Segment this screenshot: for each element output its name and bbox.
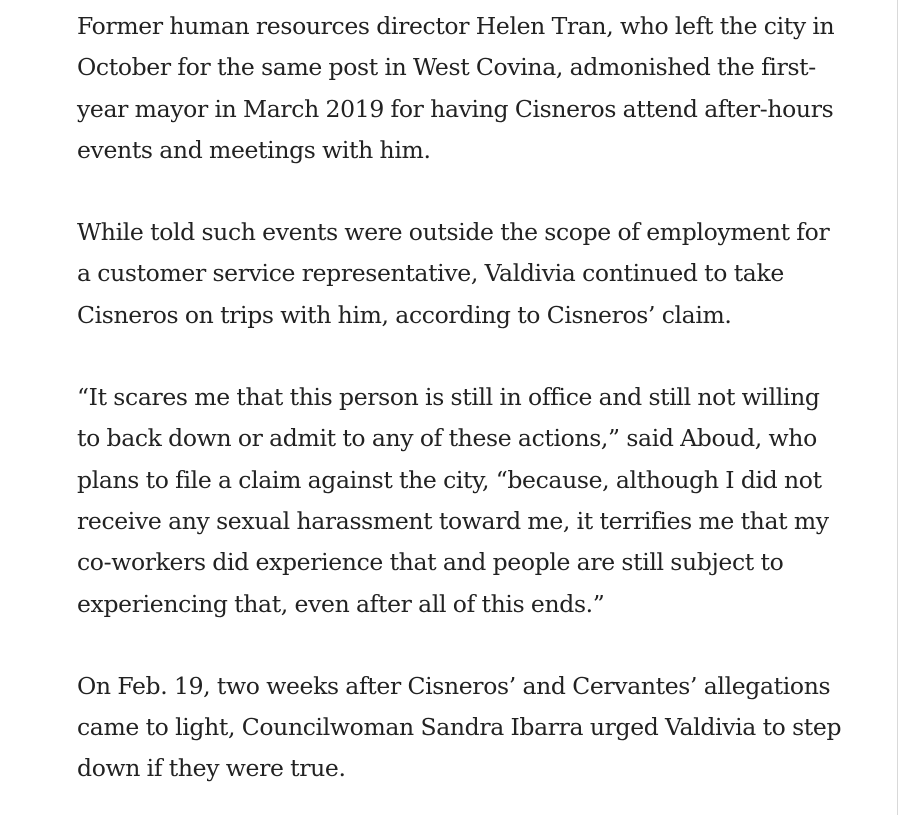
article-paragraph: “It scares me that this person is still in office and still not willing to back down or admit to any of these actions,” said Aboud, who plans to file a claim against the city, “because, although I did not receive any sexual harassment toward me, it terrifies me that my co-workers did experience that and people are still subject to experiencing that, even after all of this ends.” [77,383,829,618]
article-paragraph: Former human resources director Helen Tran, who left the city in October for the same post in West Covina, admonished the first-year mayor in March 2019 for having Cisneros attend after-hours events and meetings with him. [77,12,835,164]
article-paragraph: On Feb. 19, two weeks after Cisneros’ and Cervantes’ allegations came to light, Councilwoman Sandra Ibarra urged Valdivia to step down if they were true. [77,671,842,783]
article-body [77,6,847,831]
article-paragraph: While told such events were outside the scope of employment for a customer service representative, Valdivia continued to take Cisneros on trips with him, according to Cisneros’ claim. [77,218,830,329]
